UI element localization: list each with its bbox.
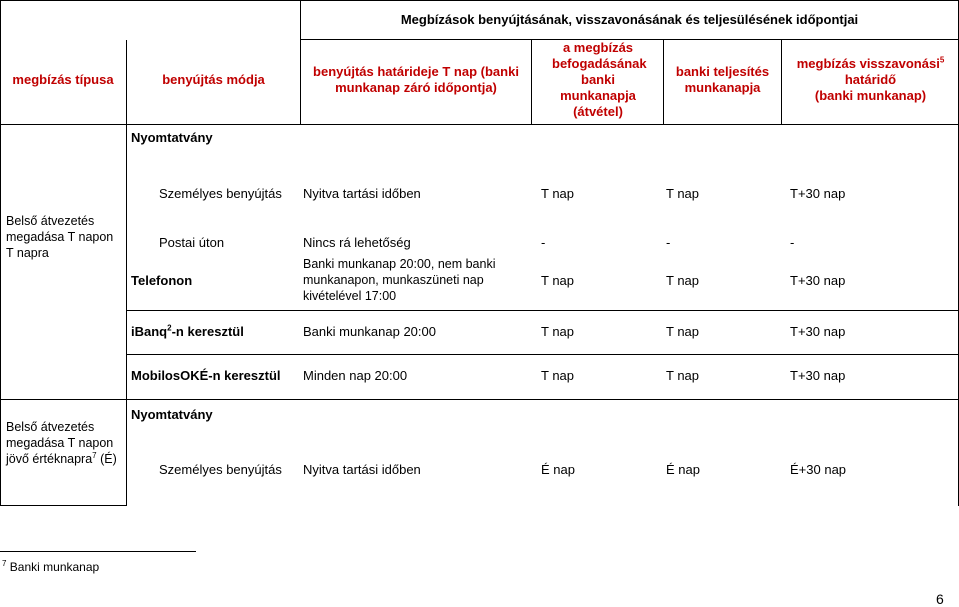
- header-receipt: a megbízás befogadásának banki munkanapja (átvétel): [552, 40, 647, 119]
- group1-label: Belső átvezetés megadása T napon T napra: [6, 214, 114, 260]
- mobilosoke-execution: T nap: [666, 368, 700, 383]
- post-revocation: -: [790, 235, 795, 250]
- table-border-top: [0, 0, 959, 1]
- mobilosoke-deadline: Minden nap 20:00: [303, 368, 408, 383]
- header-method: benyújtás módja: [162, 72, 265, 87]
- personal-receipt: T nap: [541, 186, 575, 201]
- phone-method: Telefonon: [131, 273, 193, 288]
- personal-method: Személyes benyújtás: [159, 186, 282, 201]
- group2-nyomtatvany: Nyomtatvány: [131, 407, 213, 422]
- table-border-bottom: [0, 505, 127, 506]
- personal-execution: T nap: [666, 186, 700, 201]
- mobilosoke-revocation: T+30 nap: [790, 368, 846, 383]
- post-deadline: Nincs rá lehetőség: [303, 235, 411, 250]
- header-deadline: benyújtás határideje T nap (banki munkanap záró időpontja): [313, 64, 519, 95]
- post-method: Postai úton: [159, 235, 225, 250]
- header-type: megbízás típusa: [12, 72, 114, 87]
- table-title: Megbízások benyújtásának, visszavonásának és teljesülésének időpontjai: [400, 12, 859, 27]
- mobilosoke-method: MobilosOKÉ-n keresztül: [131, 368, 281, 383]
- header-revocation-l3: (banki munkanap): [814, 88, 927, 103]
- header-revocation: [782, 56, 959, 104]
- phone-revocation: T+30 nap: [790, 273, 846, 288]
- ibanq-method: iBanq$^2$-n keresztül: [131, 323, 244, 339]
- ibanq-deadline: Banki munkanap 20:00: [303, 324, 436, 339]
- g2-personal-method: Személyes benyújtás: [159, 462, 282, 477]
- g2-personal-deadline: Nyitva tartási időben: [303, 462, 421, 477]
- post-execution: -: [666, 235, 671, 250]
- group-divider-line: [0, 399, 959, 400]
- personal-deadline: Nyitva tartási időben: [303, 186, 421, 201]
- col-divider-3: [531, 40, 532, 125]
- mobilosoke-receipt: T nap: [541, 368, 575, 383]
- group1-nyomtatvany: Nyomtatvány: [131, 130, 213, 145]
- ibanq-revocation: T+30 nap: [790, 324, 846, 339]
- header-revocation-l1: megbízás visszavonási$^5$: [796, 55, 945, 71]
- page-number: 6: [936, 591, 944, 607]
- header-execution: banki teljesítés munkanapja: [675, 64, 770, 95]
- header-bottom-line: [0, 124, 959, 125]
- ibanq-execution: T nap: [666, 324, 700, 339]
- phone-receipt: T nap: [541, 273, 575, 288]
- ibanq-receipt: T nap: [541, 324, 575, 339]
- g2-personal-revocation: É+30 nap: [790, 462, 847, 477]
- footnote: $^7$ Banki munkanap: [2, 559, 100, 574]
- col-divider-1: [126, 40, 127, 506]
- header-revocation-l2: határidő: [844, 72, 897, 87]
- g2-personal-receipt: É nap: [541, 462, 575, 477]
- post-receipt: -: [541, 235, 546, 250]
- phone-execution: T nap: [666, 273, 700, 288]
- row-mobil-top-line: [126, 354, 959, 355]
- footnote-rule: [0, 551, 196, 552]
- g2-personal-execution: É nap: [666, 462, 700, 477]
- row-ibanq-top-line: [126, 310, 959, 311]
- group2-label: Belső átvezetés megadása T napon jövő értéknapra$^7$ (É): [6, 420, 117, 466]
- phone-deadline: Banki munkanap 20:00, nem banki munkanapon, munkaszüneti nap kivételével 17:00: [303, 257, 496, 303]
- personal-revocation: T+30 nap: [790, 186, 846, 201]
